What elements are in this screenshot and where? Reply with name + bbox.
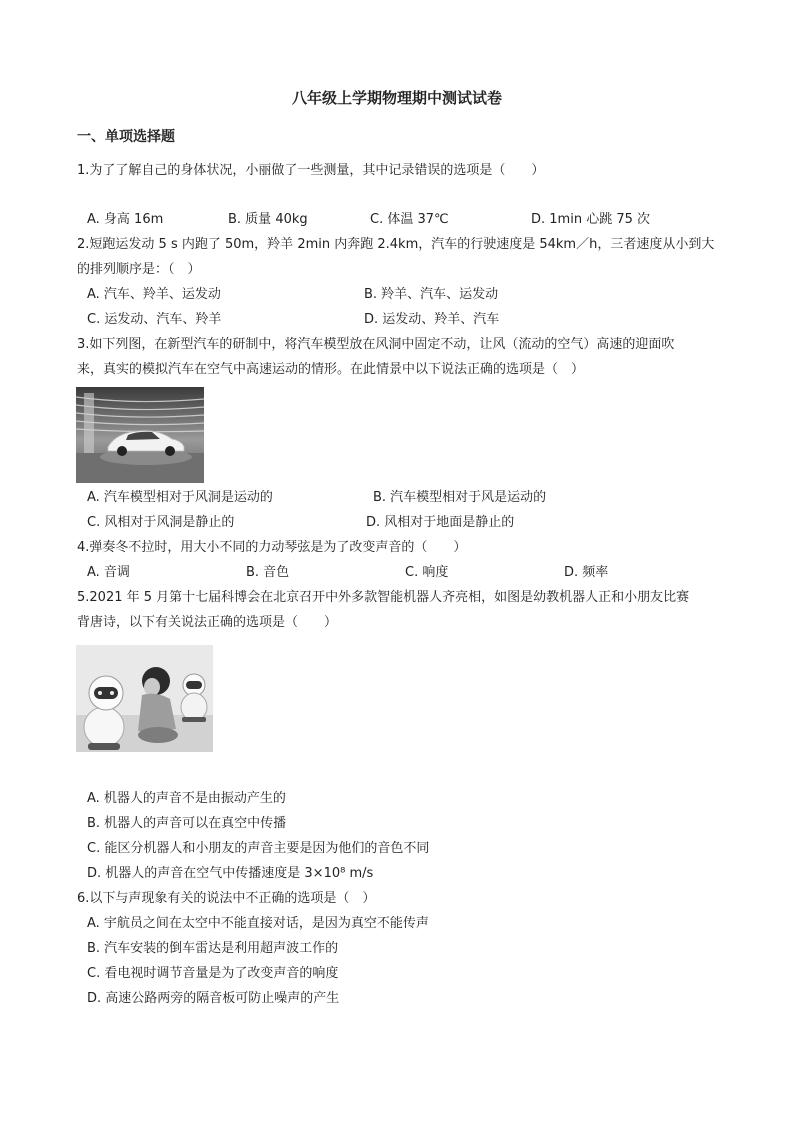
- question-6-stem: 6.以下与声现象有关的说法中不正确的选项是（ ）: [77, 891, 376, 906]
- question-5-stem-line1: 5.2021 年 5 月第十七届科博会在北京召开中外多款智能机器人齐亮相，如图是幼教机器人正和小朋友比赛: [77, 590, 690, 605]
- question-3-stem-line1: 3.如下列图，在新型汽车的研制中，将汽车模型放在风洞中固定不动，让风（流动的空气）高速的迎面吹: [77, 337, 675, 352]
- q3-option-b: B. 汽车模型相对于风是运动的: [373, 490, 547, 505]
- q5-option-c: C. 能区分机器人和小朋友的声音主要是因为他们的音色不同: [87, 841, 430, 856]
- q1-option-b: B. 质量 40kg: [228, 212, 308, 227]
- q1-option-d: D. 1min 心跳 75 次: [531, 212, 650, 227]
- q5-option-d: D. 机器人的声音在空气中传播速度是 3×10⁸ m/s: [87, 866, 374, 881]
- q6-option-b: B. 汽车安装的倒车雷达是利用超声波工作的: [87, 941, 339, 956]
- q6-option-a: A. 宇航员之间在太空中不能直接对话，是因为真空不能传声: [87, 916, 429, 931]
- q6-option-d: D. 高速公路两旁的隔音板可防止噪声的产生: [87, 991, 340, 1006]
- q1-option-c: C. 体温 37℃: [370, 212, 449, 227]
- q1-option-a: A. 身高 16m: [87, 212, 164, 227]
- q4-option-b: B. 音色: [246, 565, 290, 580]
- question-3-stem-line2: 来，真实的模拟汽车在空气中高速运动的情形。在此情景中以下说法正确的选项是（ ）: [77, 362, 585, 377]
- q4-option-d: D. 频率: [564, 565, 609, 580]
- q2-option-d: D. 运发动、羚羊、汽车: [364, 312, 500, 327]
- question-2-stem-line2: 的排列顺序是：（ ）: [77, 262, 201, 277]
- robot-and-child-photo: [76, 645, 213, 752]
- q2-option-c: C. 运发动、汽车、羚羊: [87, 312, 222, 327]
- q5-option-a: A. 机器人的声音不是由振动产生的: [87, 791, 286, 806]
- page-title: 八年级上学期物理期中测试试卷: [291, 89, 502, 107]
- wind-tunnel-car-photo: [76, 387, 204, 483]
- q5-option-b: B. 机器人的声音可以在真空中传播: [87, 816, 287, 831]
- q2-option-b: B. 羚羊、汽车、运发动: [364, 287, 499, 302]
- q3-option-d: D. 风相对于地面是静止的: [366, 515, 515, 530]
- q4-option-c: C. 响度: [405, 565, 449, 580]
- section-heading: 一、单项选择题: [77, 129, 175, 145]
- question-4-stem: 4.弹奏冬不拉时，用大小不同的力动琴弦是为了改变声音的（ ）: [77, 540, 467, 555]
- question-2-stem-line1: 2.短跑运发动 5 s 内跑了 50m，羚羊 2min 内奔跑 2.4km，汽车的行驶速度是 54km／h，三者速度从小到大: [77, 237, 715, 252]
- q6-option-c: C. 看电视时调节音量是为了改变声音的响度: [87, 966, 339, 981]
- q4-option-a: A. 音调: [87, 565, 130, 580]
- q3-option-c: C. 风相对于风洞是静止的: [87, 515, 235, 530]
- question-5-stem-line2: 背唐诗，以下有关说法正确的选项是（ ）: [77, 615, 338, 630]
- q2-option-a: A. 汽车、羚羊、运发动: [87, 287, 221, 302]
- q3-option-a: A. 汽车模型相对于风洞是运动的: [87, 490, 273, 505]
- question-1-stem: 1.为了了解自己的身体状况，小丽做了一些测量，其中记录错误的选项是（ ）: [77, 163, 545, 178]
